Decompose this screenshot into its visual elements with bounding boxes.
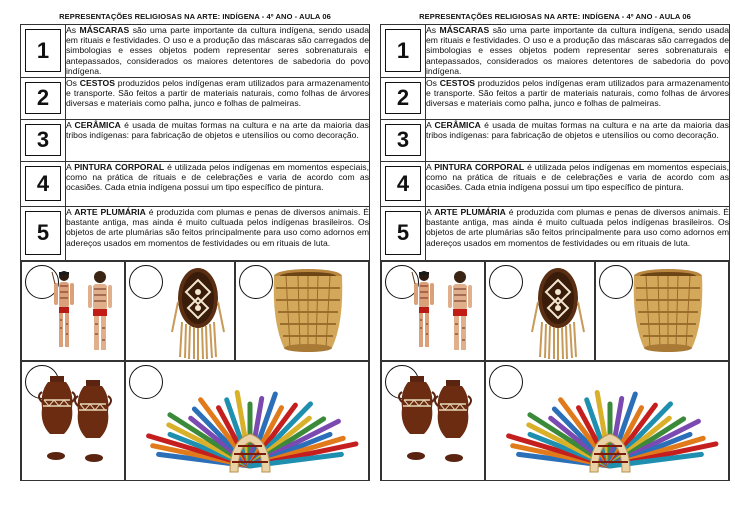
item-keyword: CERÂMICA [74, 120, 121, 130]
picture-cell-body-painting [21, 261, 125, 361]
item-keyword: CERÂMICA [434, 120, 481, 130]
item-description: são uma parte importante da cultura indígena, sendo usada em rituais e festividades. O uso e a produção das máscaras são carregados de simbologias e esses objetos podem representar seres sobrenaturais e antepassados, considerados os maiores detentores de sabedoria do povo indígena. [426, 25, 729, 76]
item-prefix: As [426, 25, 440, 35]
picture-cell-basket [595, 261, 729, 361]
item-text [426, 25, 730, 78]
item-number-cell [381, 162, 426, 207]
ceramic-pots-illustration [22, 362, 126, 482]
item-prefix: A [426, 162, 435, 172]
item-text [66, 207, 370, 261]
item-number-cell [21, 25, 66, 78]
item-number: 3 [385, 124, 421, 156]
item-keyword: PINTURA CORPORAL [74, 162, 165, 172]
item-number-cell [21, 120, 66, 162]
picture-cell-basket [235, 261, 369, 361]
item-keyword: ARTE PLUMÁRIA [74, 207, 146, 217]
item-number: 4 [385, 166, 421, 201]
item-description: produzidos pelos indígenas eram utilizados para armazenamento e transporte. São feitos a partir de materiais naturais, como folhas de árvores diversas e materiais como palha, junco e folhas de palmeiras. [426, 78, 729, 109]
item-number: 3 [25, 124, 61, 156]
body-painting-illustration [22, 262, 126, 362]
item-number-cell [21, 162, 66, 207]
worksheet-left [20, 10, 370, 481]
item-row [381, 207, 730, 261]
item-prefix: A [66, 162, 75, 172]
items-table [20, 24, 370, 261]
item-description: é utilizada pelos indígenas em momentos especiais, como na prática de rituais e de celebrações e varia de acordo com as ocasiões. Cada etnia indígena possui um tipo específico de pintura. [426, 162, 729, 193]
item-text [426, 207, 730, 261]
item-keyword: CESTOS [439, 78, 475, 88]
item-number: 2 [385, 82, 421, 114]
basket-illustration [596, 262, 730, 362]
pictures-grid [380, 261, 730, 481]
item-row [381, 162, 730, 207]
picture-cell-ceramic [381, 361, 485, 481]
worksheet-title: REPRESENTAÇÕES RELIGIOSAS NA ARTE: INDÍGENA - 4º ANO - AULA 06 [59, 12, 331, 21]
item-row [21, 207, 370, 261]
item-text [426, 78, 730, 120]
item-number: 2 [25, 82, 61, 114]
item-text [66, 120, 370, 162]
item-number-cell [21, 207, 66, 261]
worksheet-title: REPRESENTAÇÕES RELIGIOSAS NA ARTE: INDÍGENA - 4º ANO - AULA 06 [419, 12, 691, 21]
item-prefix: A [426, 120, 435, 130]
item-prefix: Os [66, 78, 80, 88]
worksheet-right [380, 10, 730, 481]
picture-cell-mask [125, 261, 235, 361]
item-description: é usada de muitas formas na cultura e na arte da maioria das tribos indígenas: para fabricação de objetos e utensílios ou como decoração. [66, 120, 369, 141]
feather-headdress-illustration [126, 362, 370, 482]
item-text [66, 162, 370, 207]
item-number-cell [381, 78, 426, 120]
mask-illustration [486, 262, 596, 362]
item-row [381, 25, 730, 78]
item-number: 4 [25, 166, 61, 201]
item-prefix: As [66, 25, 80, 35]
item-number: 5 [385, 211, 421, 255]
item-keyword: PINTURA CORPORAL [434, 162, 525, 172]
body-painting-illustration [382, 262, 486, 362]
pictures-grid [20, 261, 370, 481]
mask-illustration [126, 262, 236, 362]
item-row [21, 120, 370, 162]
feather-headdress-illustration [486, 362, 730, 482]
item-row [21, 78, 370, 120]
item-number-cell [21, 78, 66, 120]
basket-illustration [236, 262, 370, 362]
item-keyword: ARTE PLUMÁRIA [434, 207, 506, 217]
item-keyword: CESTOS [79, 78, 115, 88]
item-row [21, 162, 370, 207]
item-description: são uma parte importante da cultura indígena, sendo usada em rituais e festividades. O uso e a produção das máscaras são carregados de simbologias e esses objetos podem representar seres sobrenaturais e antepassados, considerados os maiores detentores de sabedoria do povo indígena. [66, 25, 369, 76]
item-description: é produzida com plumas e penas de diversos animais. É bastante antiga, mas ainda é muito cultuada pelos indígenas brasileiros. Os objetos de arte plumárias são feitos principalmente para uso como adornos em adereços usados em momentos de festividades ou em rituais de luta. [66, 207, 369, 248]
item-text [66, 78, 370, 120]
item-number: 1 [385, 29, 421, 72]
ceramic-pots-illustration [382, 362, 486, 482]
item-row [381, 78, 730, 120]
item-description: é utilizada pelos indígenas em momentos especiais, como na prática de rituais e de celebrações e varia de acordo com as ocasiões. Cada etnia indígena possui um tipo específico de pintura. [66, 162, 369, 193]
item-number-cell [381, 25, 426, 78]
item-row [381, 120, 730, 162]
item-text [66, 25, 370, 78]
item-prefix: A [66, 120, 75, 130]
item-number: 5 [25, 211, 61, 255]
items-table [380, 24, 730, 261]
item-text [426, 162, 730, 207]
item-prefix: A [426, 207, 435, 217]
item-description: produzidos pelos indígenas eram utilizados para armazenamento e transporte. São feitos a partir de materiais naturais, como folhas de árvores diversas e materiais como palha, junco e folhas de palmeiras. [66, 78, 369, 109]
item-row [21, 25, 370, 78]
item-number-cell [381, 207, 426, 261]
item-prefix: Os [426, 78, 440, 88]
item-keyword: MÁSCARAS [439, 25, 490, 35]
picture-cell-feathers [485, 361, 729, 481]
item-keyword: MÁSCARAS [79, 25, 130, 35]
picture-cell-body-painting [381, 261, 485, 361]
item-number-cell [381, 120, 426, 162]
picture-cell-mask [485, 261, 595, 361]
item-description: é produzida com plumas e penas de diversos animais. É bastante antiga, mas ainda é muito cultuada pelos indígenas brasileiros. Os objetos de arte plumárias são feitos principalmente para uso como adornos em adereços usados em momentos de festividades ou em rituais de luta. [426, 207, 729, 248]
item-text [426, 120, 730, 162]
item-description: é usada de muitas formas na cultura e na arte da maioria das tribos indígenas: para fabricação de objetos e utensílios ou como decoração. [426, 120, 729, 141]
picture-cell-feathers [125, 361, 369, 481]
item-prefix: A [66, 207, 75, 217]
item-number: 1 [25, 29, 61, 72]
picture-cell-ceramic [21, 361, 125, 481]
